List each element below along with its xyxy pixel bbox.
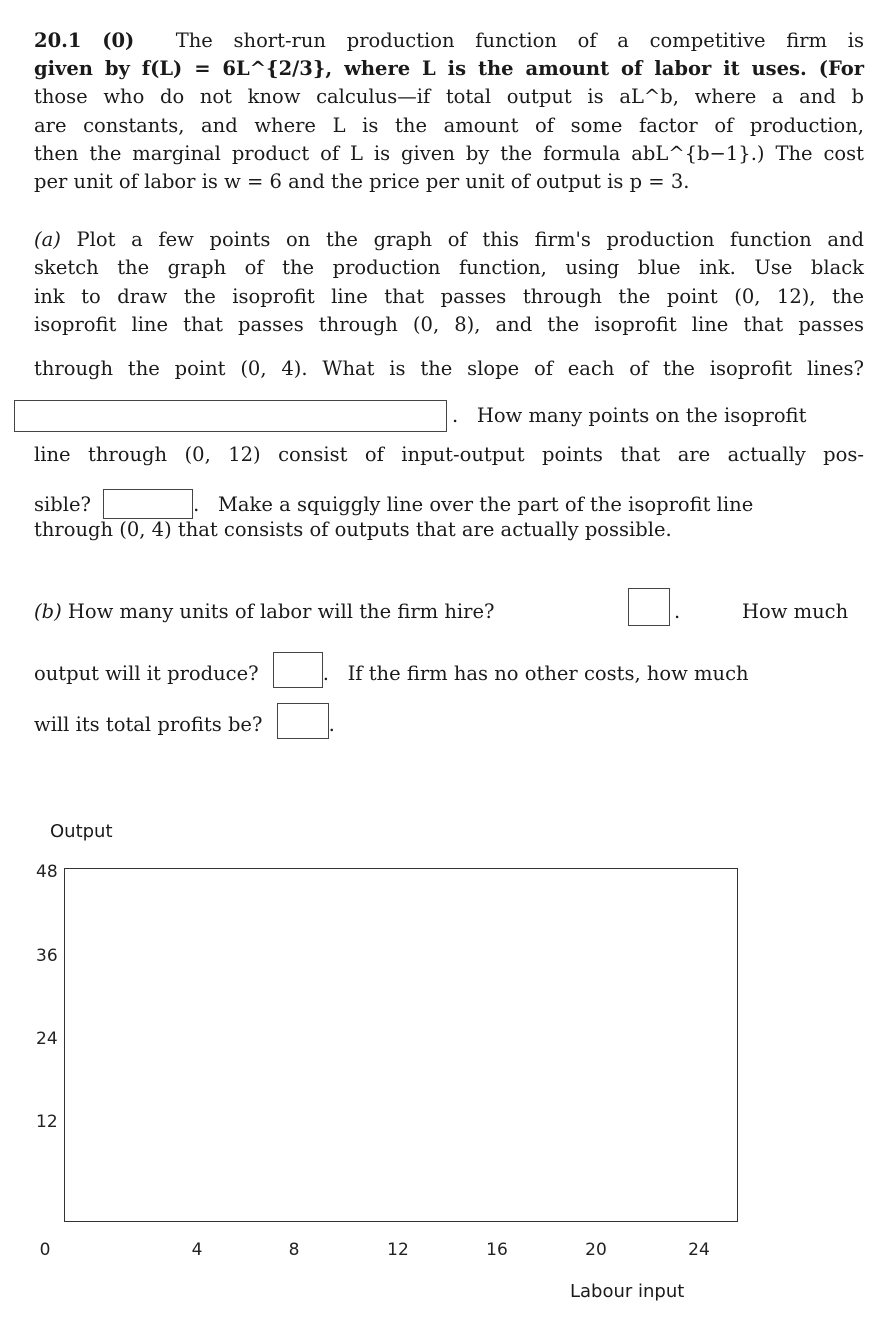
part-a-line-3: ink to draw the isoprofit line that passes through the point (0, 12), the bbox=[34, 285, 864, 308]
x-tick-24: 24 bbox=[688, 1240, 710, 1260]
part-b-question-2a: How much bbox=[742, 600, 849, 623]
part-a-line-1 bbox=[34, 229, 864, 251]
part-b-line-2: output will it produce? . If the firm has no other costs, how much bbox=[34, 652, 864, 688]
x-tick-8: 8 bbox=[288, 1240, 300, 1260]
part-b-question-3a: If the firm has no other costs, how much bbox=[347, 662, 749, 685]
problem-number: 20.1 bbox=[34, 29, 82, 52]
x-tick-0: 0 bbox=[39, 1240, 51, 1260]
part-b-line-1 bbox=[34, 601, 864, 623]
period: . bbox=[674, 600, 681, 623]
part-a-line-9: through (0, 4) that consists of outputs that are actually possible. bbox=[34, 518, 672, 541]
part-b-line-3: will its total profits be? . bbox=[34, 703, 864, 739]
problem-difficulty: (0) bbox=[102, 29, 135, 52]
slope-answer-box[interactable] bbox=[14, 400, 447, 432]
x-tick-20: 20 bbox=[585, 1240, 607, 1260]
x-tick-4: 4 bbox=[191, 1240, 203, 1260]
part-a-label: (a) bbox=[34, 228, 61, 251]
x-tick-16: 16 bbox=[486, 1240, 508, 1260]
problem-intro-line-1: The short-run production function of a competitive firm is bbox=[175, 29, 865, 52]
y-tick-24: 24 bbox=[36, 1029, 58, 1049]
problem-line-1 bbox=[34, 30, 864, 52]
problem-intro-line-3: those who do not know calculus—if total output is aL^b, where a and b bbox=[34, 85, 864, 108]
y-axis-label: Output bbox=[50, 821, 113, 842]
part-b-question-2b: output will it produce? bbox=[34, 662, 259, 685]
y-tick-48: 48 bbox=[36, 862, 58, 882]
y-tick-12: 12 bbox=[36, 1112, 58, 1132]
plot-area[interactable] bbox=[64, 868, 738, 1222]
y-tick-36: 36 bbox=[36, 946, 58, 966]
problem-intro-line-6: per unit of labor is w = 6 and the price per unit of output is p = 3. bbox=[34, 170, 690, 193]
part-b-question-1: How many units of labor will the firm hire? bbox=[67, 600, 495, 623]
part-a-line-6 bbox=[452, 405, 864, 427]
part-a-text-8a: sible? bbox=[34, 493, 91, 516]
part-a-line-8: sible? . Make a squiggly line over the part of the isoprofit line bbox=[34, 489, 864, 519]
problem-intro-line-5: then the marginal product of L is given by the formula abL^{b−1}.) The cost bbox=[34, 142, 864, 165]
output-answer-box[interactable] bbox=[273, 652, 323, 688]
part-a-text-1: Plot a few points on the graph of this firm's production function and bbox=[76, 228, 864, 251]
part-a-line-5: through the point (0, 4). What is the slope of each of the isoprofit lines? bbox=[34, 357, 864, 380]
profit-answer-box[interactable] bbox=[277, 703, 329, 739]
part-a-line-2: sketch the graph of the production function, using blue ink. Use black bbox=[34, 256, 864, 279]
period: . bbox=[452, 404, 459, 427]
part-a-text-6: How many points on the isoprofit bbox=[476, 404, 807, 427]
problem-intro-line-2: given by f(L) = 6L^{2/3}, where L is the amount of labor it uses. (For bbox=[34, 57, 864, 80]
part-b-label: (b) bbox=[34, 600, 62, 623]
part-a-text-8b: Make a squiggly line over the part of the isoprofit line bbox=[217, 493, 754, 516]
part-a-line-7: line through (0, 12) consist of input-output points that are actually pos- bbox=[34, 443, 864, 466]
labor-units-answer-box[interactable] bbox=[628, 588, 670, 626]
problem-intro-line-4: are constants, and where L is the amount of some factor of production, bbox=[34, 114, 864, 137]
x-tick-12: 12 bbox=[387, 1240, 409, 1260]
part-b-question-3b: will its total profits be? bbox=[34, 713, 263, 736]
x-axis-label: Labour input bbox=[570, 1281, 685, 1302]
possible-points-answer-box[interactable] bbox=[103, 489, 193, 519]
part-a-line-4: isoprofit line that passes through (0, 8), and the isoprofit line that passes bbox=[34, 313, 864, 336]
